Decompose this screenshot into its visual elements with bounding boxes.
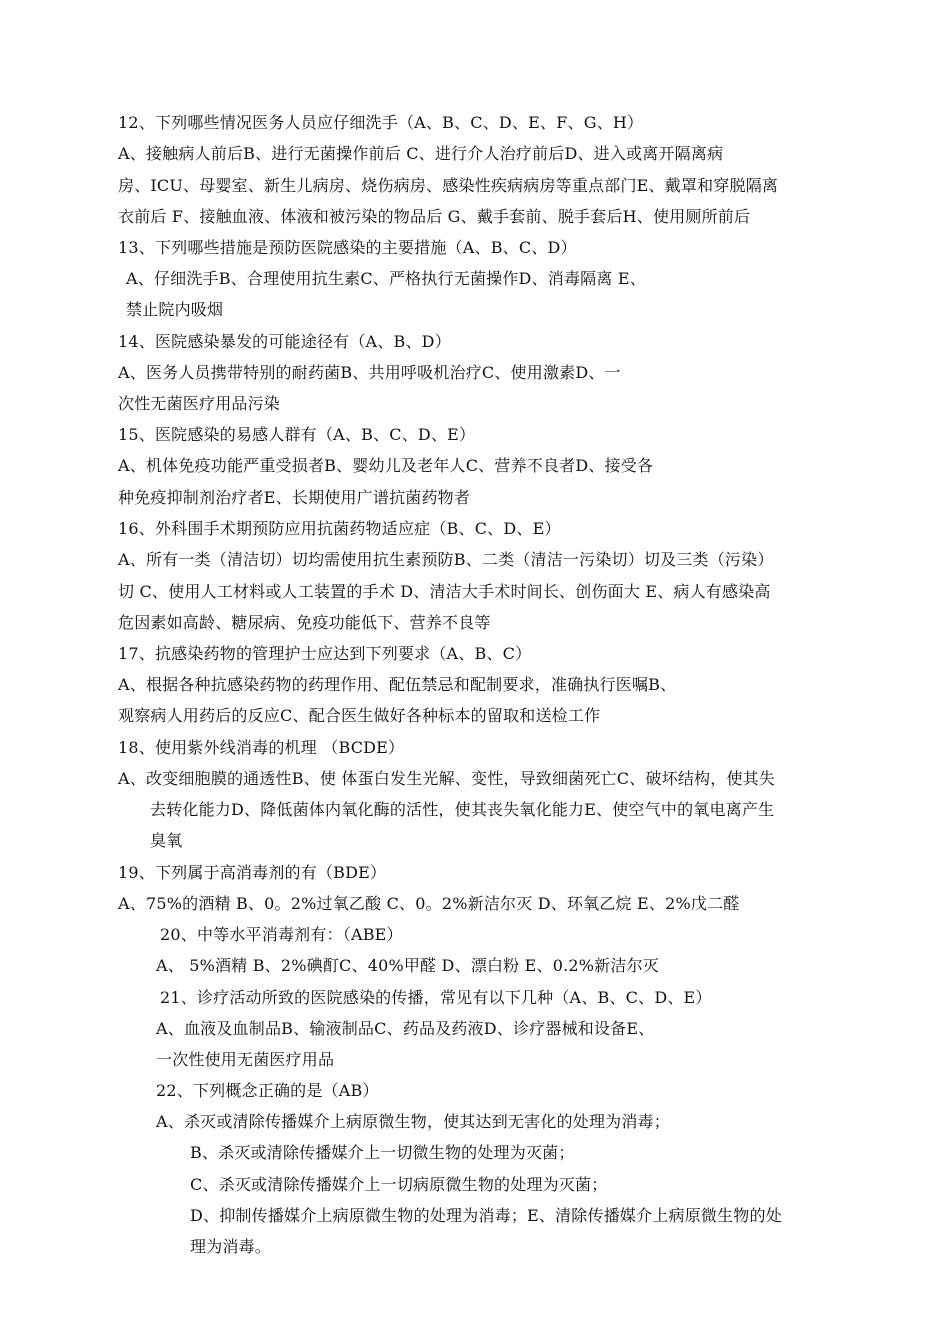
question-17: 17、抗感染药物的管理护士应达到下列要求（A、B、C） <box>118 644 532 663</box>
answer-line: A、75%的酒精 B、0。2%过氧乙酸 C、0。2%新洁尔灭 D、环氧乙烷 E、2%戊二醛 <box>118 894 740 913</box>
answer-line: A、接触病人前后B、进行无菌操作前后 C、进行介人治疗前后D、进入或离开隔离病 <box>118 144 724 163</box>
question-21: 21、诊疗活动所致的医院感染的传播，常见有以下几种（A、B、C、D、E） <box>160 988 712 1007</box>
question-15: 15、医院感染的易感人群有（A、B、C、D、E） <box>118 425 476 444</box>
answer-line: 理为消毒。 <box>190 1237 272 1256</box>
answer-line: D、抑制传播媒介上病原微生物的处理为消毒；E、清除传播媒介上病原微生物的处 <box>190 1206 782 1225</box>
answer-line: 去转化能力D、降低菌体内氧化酶的活性，使其丧失氧化能力E、使空气中的氧电离产生 <box>150 800 775 819</box>
answer-line: B、杀灭或清除传播媒介上一切微生物的处理为灭菌； <box>190 1143 575 1162</box>
answer-line: 危因素如高龄、糖尿病、免疫功能低下、营养不良等 <box>118 613 491 632</box>
question-14: 14、医院感染暴发的可能途径有（A、B、D） <box>118 332 451 351</box>
answer-line: 房、ICU、母婴室、新生儿病房、烧伤病房、感染性疾病病房等重点部门E、戴罩和穿脱隔离 <box>118 176 779 195</box>
answer-line: A、根据各种抗感染药物的药理作用、配伍禁忌和配制要求，准确执行医嘱B、 <box>118 675 677 694</box>
question-16: 16、外科围手术期预防应用抗菌药物适应症（B、C、D、E） <box>118 519 561 538</box>
answer-line: 观察病人用药后的反应C、配合医生做好各种标本的留取和送检工作 <box>118 706 601 725</box>
answer-line: C、杀灭或清除传播媒介上一切病原微生物的处理为灭菌； <box>190 1175 608 1194</box>
question-12: 12、下列哪些情况医务人员应仔细洗手（A、B、C、D、E、F、G、H） <box>118 113 644 132</box>
question-19: 19、下列属于高消毒剂的有（BDE） <box>118 863 387 882</box>
answer-line: A、医务人员携带特别的耐药菌B、共用呼吸机治疗C、使用激素D、一 <box>118 363 621 382</box>
answer-line: A、所有一类（清洁切）切均需使用抗生素预防B、二类（清洁一污染切）切及三类（污染） <box>118 550 774 569</box>
answer-line: A、仔细洗手B、合理使用抗生素C、严格执行无菌操作D、消毒隔离 E、 <box>126 269 646 288</box>
question-18: 18、使用紫外线消毒的机理 （BCDE） <box>118 738 405 757</box>
answer-line: 禁止院内吸烟 <box>126 300 224 319</box>
answer-line: 臭氧 <box>150 831 183 850</box>
answer-line: 衣前后 F、接触血液、体液和被污染的物品后 G、戴手套前、脱手套后H、使用厕所前后 <box>118 207 751 226</box>
answer-line: 一次性使用无菌医疗用品 <box>156 1050 335 1069</box>
answer-line: A、改变细胞膜的通透性B、使 体蛋白发生光解、变性，导致细菌死亡C、破坏结构，使其失 <box>118 769 776 788</box>
question-22: 22、下列概念正确的是（AB） <box>156 1081 379 1100</box>
answer-line: A、机体免疫功能严重受损者B、婴幼儿及老年人C、营养不良者D、接受各 <box>118 456 654 475</box>
answer-line: 次性无菌医疗用品污染 <box>118 394 281 413</box>
answer-line: 切 C、使用人工材料或人工装置的手术 D、清洁大手术时间长、创伤面大 E、病人有感染高 <box>118 582 771 601</box>
answer-line: 种免疫抑制剂治疗者E、长期使用广谱抗菌药物者 <box>118 488 471 507</box>
question-13: 13、下列哪些措施是预防医院感染的主要措施（A、B、C、D） <box>118 238 577 257</box>
answer-line: A、 5%酒精 B、2%碘酊C、40%甲醛 D、漂白粉 E、0.2%新洁尔灭 <box>156 956 659 975</box>
answer-line: A、血液及血制品B、输液制品C、药品及药液D、诊疗器械和设备E、 <box>156 1019 655 1038</box>
answer-line: A、杀灭或清除传播媒介上病原微生物，使其达到无害化的处理为消毒； <box>156 1112 670 1131</box>
question-20: 20、中等水平消毒剂有：（ABE） <box>160 925 403 944</box>
